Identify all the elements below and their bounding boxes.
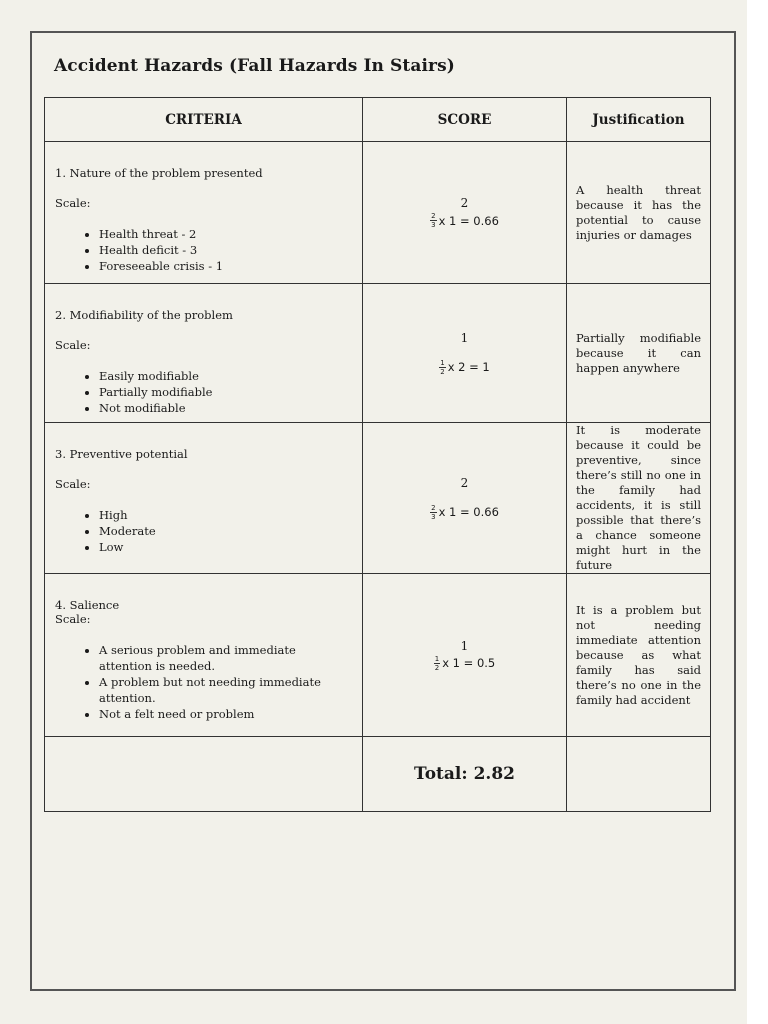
scale-option: • Not a felt need or problem (99, 706, 352, 722)
criteria-name: 3. Preventive potential (55, 447, 188, 461)
score-value: 1 (460, 330, 469, 345)
scale-option: • Partially modifiable (99, 384, 352, 400)
table-row (45, 574, 711, 737)
criteria-name: 2. Modifiability of the problem (55, 308, 233, 322)
criteria-name: 1. Nature of the problem presented (55, 166, 263, 180)
table-row (45, 423, 711, 574)
fraction-denominator: 3 (431, 221, 436, 229)
fraction-denominator: 3 (431, 512, 436, 521)
scale-label: Scale: (55, 338, 91, 352)
score-formula: x 1 = 0.66 (438, 505, 499, 519)
scale-label: Scale: (55, 196, 91, 210)
score-formula: x 2 = 1 (447, 360, 490, 374)
scale-option: • Health threat - 2 (99, 226, 352, 242)
score-value: 2 (460, 196, 469, 210)
criteria-cell (45, 284, 363, 423)
justification-cell: It is a problem but not needing immediate attention because as what family has said there’s no one in the family had accident (567, 574, 711, 737)
scale-option: • Foreseeable crisis - 1 (99, 258, 352, 274)
score-header: SCORE (363, 98, 567, 142)
weight-fraction (434, 655, 440, 672)
scale-option: • High (99, 507, 352, 523)
score-cell (363, 284, 567, 423)
score-value: 1 (460, 638, 469, 653)
total-row (45, 737, 711, 812)
scale-options (55, 507, 352, 555)
justification-header: Justification (567, 98, 711, 142)
fraction-numerator: 2 (431, 212, 436, 220)
scale-option: • Health deficit - 3 (99, 242, 352, 258)
scale-options (55, 226, 352, 274)
criteria-header: CRITERIA (45, 98, 363, 142)
score-formula: x 1 = 0.66 (438, 213, 499, 228)
fraction-numerator: 1 (434, 654, 440, 663)
scale-label: Scale: (55, 612, 91, 626)
criteria-cell (45, 574, 363, 737)
justification-cell: A health threat because it has the potential to cause injuries or damages (567, 142, 711, 284)
table-header-row (45, 98, 711, 142)
empty-cell (567, 737, 711, 812)
scoring-table (44, 97, 711, 812)
score-formula: x 1 = 0.5 (442, 656, 496, 670)
justification-cell: Partially modifiable because it can happen anywhere (567, 284, 711, 423)
scale-options (55, 642, 352, 722)
weight-fraction (430, 504, 436, 521)
criteria-name: 4. Salience (55, 598, 120, 612)
table-row (45, 142, 711, 284)
score-cell (363, 423, 567, 574)
page-margin-strip (747, 0, 768, 1024)
scale-option: • Moderate (99, 523, 352, 539)
criteria-cell (45, 423, 363, 574)
empty-cell (45, 737, 363, 812)
fraction-numerator: 1 (440, 358, 445, 367)
total-score: Total: 2.82 (363, 737, 567, 812)
fraction-denominator: 2 (434, 663, 440, 672)
scale-option: • Low (99, 539, 352, 555)
criteria-cell (45, 142, 363, 284)
table-row (45, 284, 711, 423)
fraction-denominator: 2 (440, 367, 445, 376)
fraction-numerator: 2 (431, 503, 436, 512)
scale-option: • A serious problem and immediate attention is needed. (99, 642, 352, 674)
weight-fraction (430, 212, 436, 229)
justification-cell: It is moderate because it could be preventive, since there’s still no one in the family had accidents, it is still possible that there’s a chance someone might hurt in the future (567, 423, 711, 574)
document-title: Accident Hazards (Fall Hazards In Stairs) (54, 56, 455, 76)
scale-option: • Easily modifiable (99, 368, 352, 384)
weight-fraction (439, 359, 445, 376)
score-cell (363, 142, 567, 284)
scale-label: Scale: (55, 477, 91, 491)
score-value: 2 (460, 475, 469, 490)
scale-option: • Not modifiable (99, 400, 352, 416)
score-cell (363, 574, 567, 737)
scale-options (55, 368, 352, 416)
scale-option: • A problem but not needing immediate attention. (99, 674, 352, 706)
